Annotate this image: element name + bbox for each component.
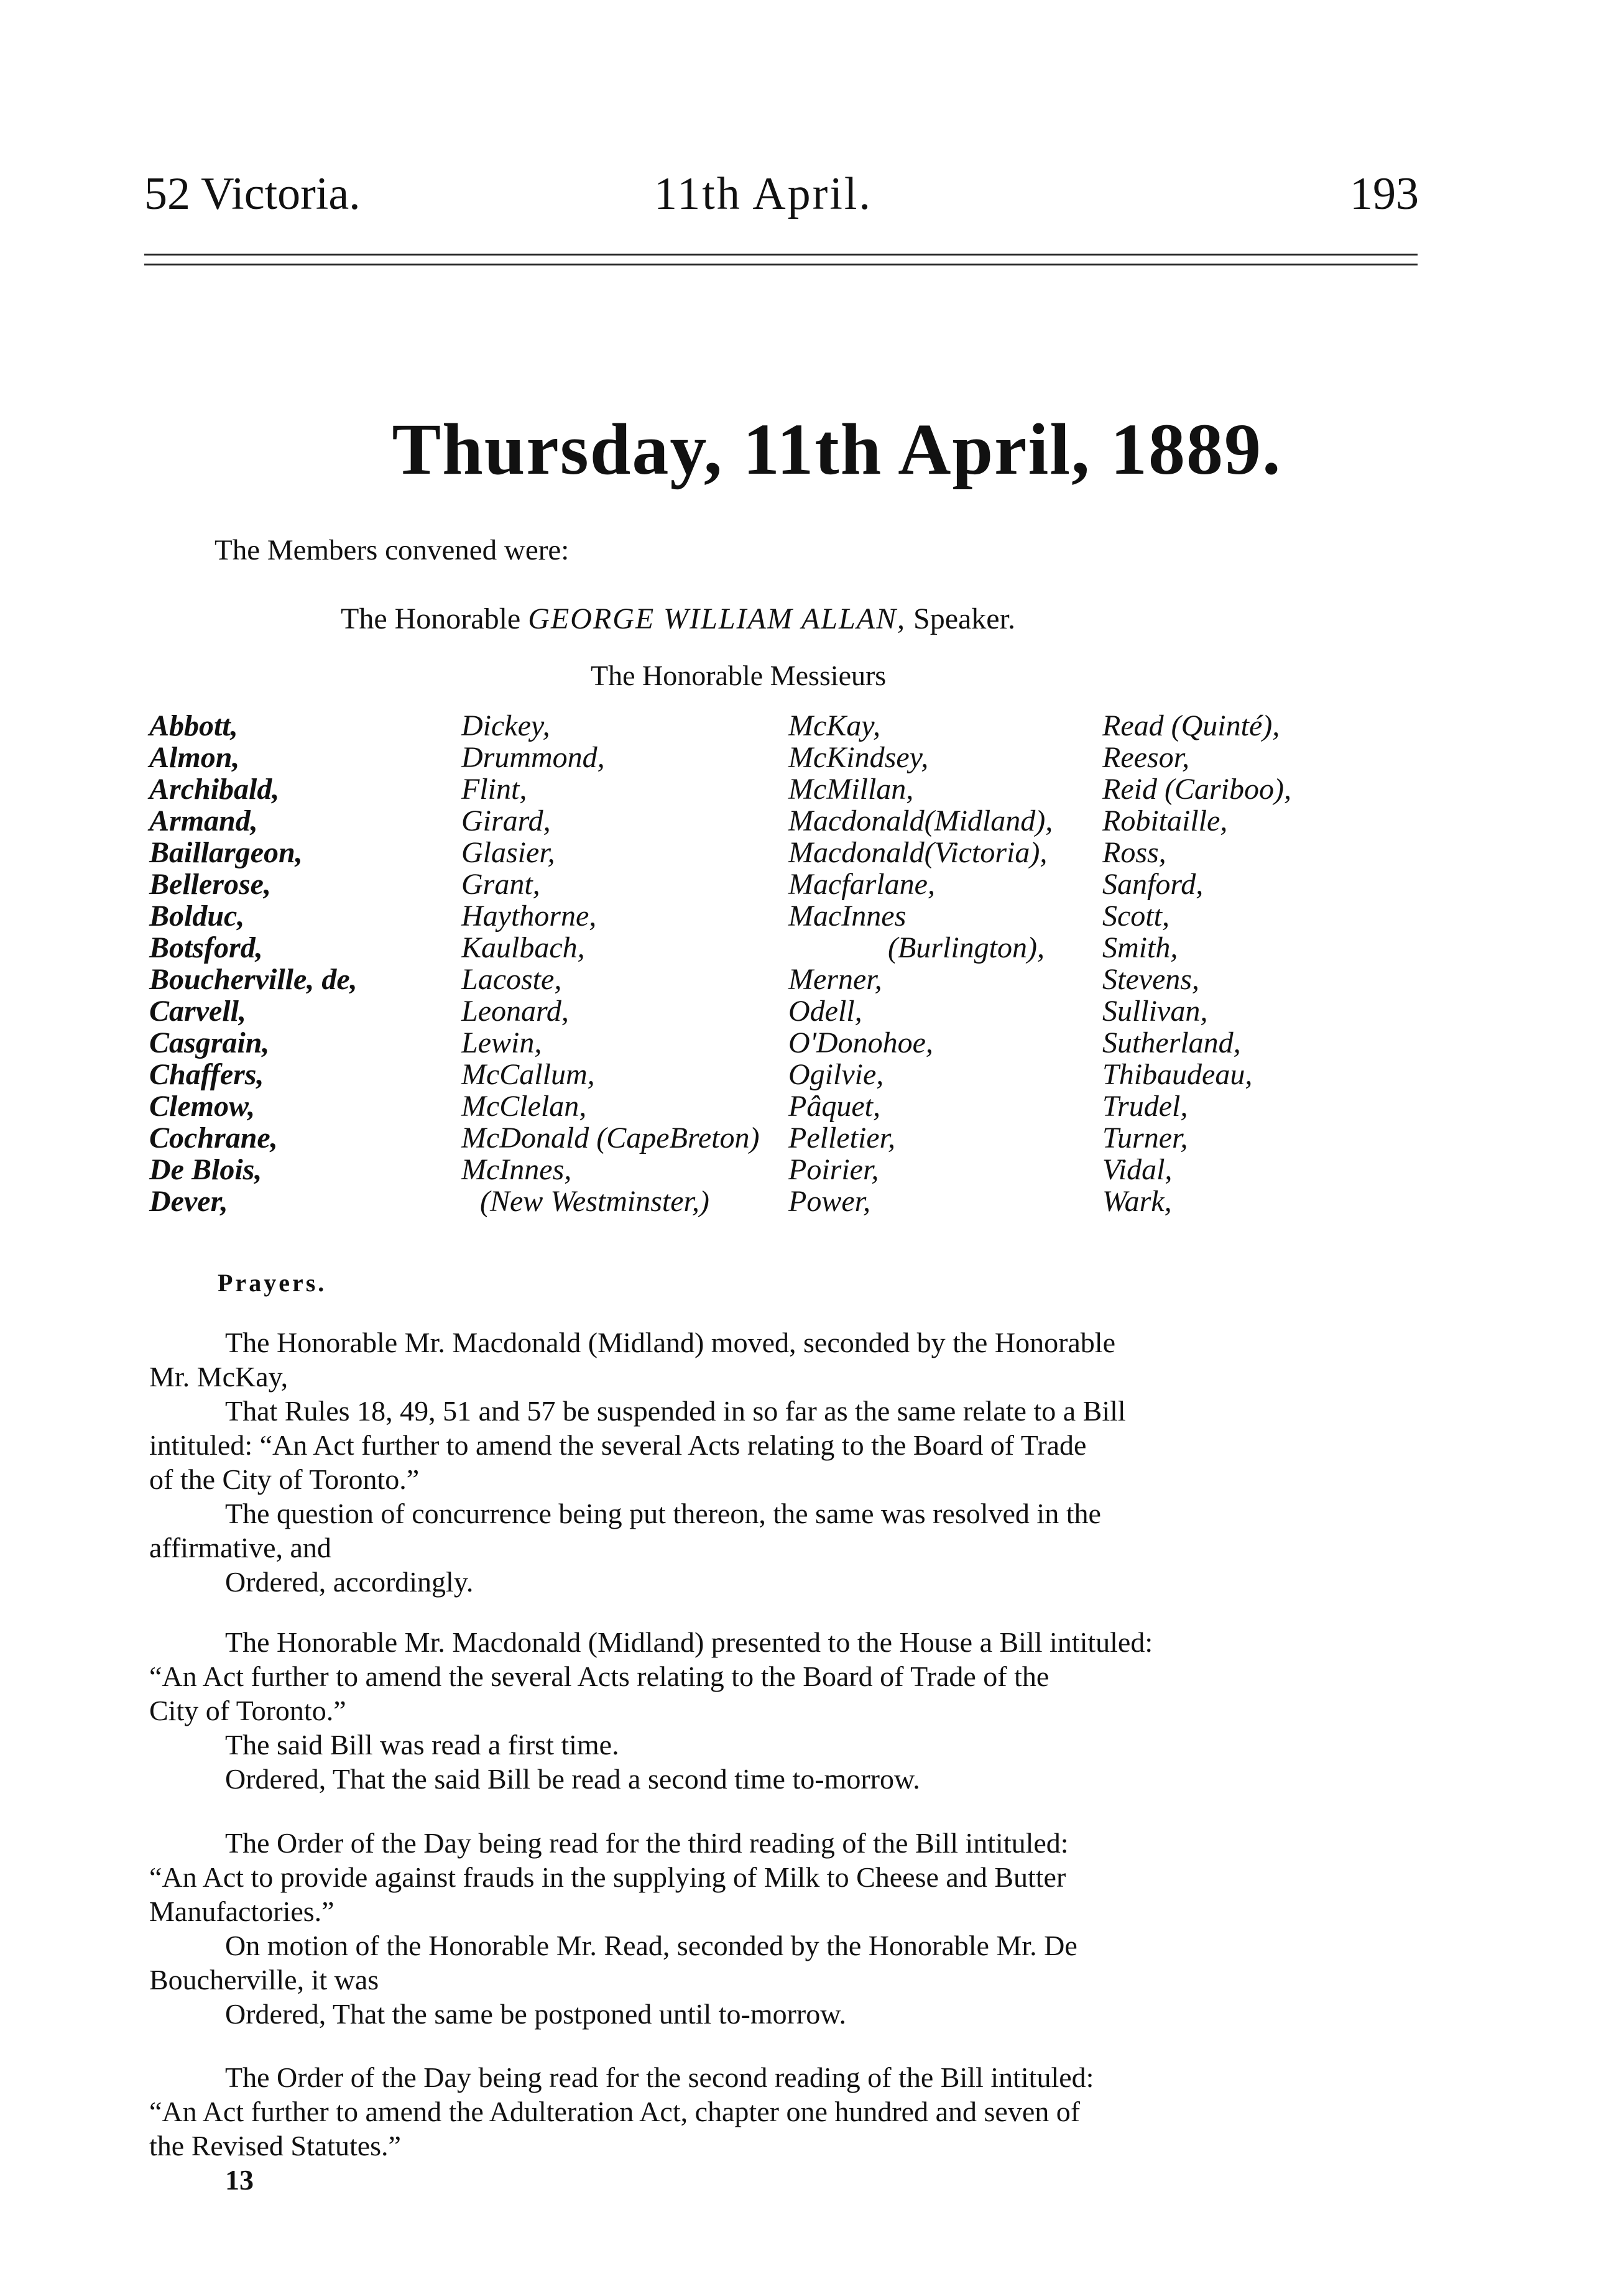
member-name: Armand, (149, 804, 258, 837)
paragraph-line: On motion of the Honorable Mr. Read, seconded by the Honorable Mr. De (225, 1930, 1077, 1961)
member-name: McDonald (CapeBreton) (461, 1121, 760, 1154)
paragraph-line: “An Act to provide against frauds in the supplying of Milk to Cheese and Butter (149, 1861, 1066, 1893)
speaker-prefix: The Honorable (341, 602, 521, 635)
member-name: Baillargeon, (149, 836, 303, 869)
member-name: McKay, (788, 709, 880, 742)
member-name: Botsford, (149, 931, 263, 964)
header-rule-top (144, 254, 1418, 256)
member-name: (New Westminster,) (480, 1185, 709, 1218)
paragraph-line: The Honorable Mr. Macdonald (Midland) presented to the House a Bill intituled: (225, 1626, 1153, 1658)
paragraph-line: affirmative, and (149, 1532, 331, 1564)
member-name: Scott, (1102, 900, 1170, 933)
member-name: Girard, (461, 804, 551, 837)
speaker-name: GEORGE WILLIAM ALLAN, (528, 602, 906, 635)
member-name: Merner, (788, 963, 882, 996)
member-name: Stevens, (1102, 963, 1199, 996)
paragraph-bill-presented (149, 1625, 1430, 1796)
paragraph-line: The question of concurrence being put thereon, the same was resolved in the (225, 1498, 1101, 1529)
member-name: Boucherville, de, (149, 963, 358, 996)
member-name: Cochrane, (149, 1121, 278, 1154)
member-name: Macdonald(Victoria), (788, 836, 1048, 869)
members-column-2 (461, 710, 759, 1217)
paragraph-rules-suspension (149, 1325, 1430, 1599)
member-name: McClelan, (461, 1090, 587, 1123)
member-name: Flint, (461, 773, 527, 806)
paragraph-line: Mr. McKay, (149, 1361, 288, 1393)
member-name: Grant, (461, 868, 540, 901)
members-column-4 (1102, 710, 1291, 1217)
member-name: Trudel, (1102, 1090, 1188, 1123)
page-number: 193 (1350, 168, 1419, 219)
paragraph-line: City of Toronto.” (149, 1695, 346, 1726)
member-name: Vidal, (1102, 1153, 1173, 1186)
member-name: Sanford, (1102, 868, 1204, 901)
member-name: Ogilvie, (788, 1058, 884, 1091)
paragraph-line: of the City of Toronto.” (149, 1463, 420, 1495)
paragraph-adulteration-bill (149, 2060, 1430, 2163)
member-name: Reesor, (1102, 741, 1189, 774)
paragraph-line: Ordered, That the said Bill be read a second time to-morrow. (225, 1763, 920, 1795)
member-name: Power, (788, 1185, 870, 1218)
member-name: Leonard, (461, 995, 569, 1028)
member-name: Thibaudeau, (1102, 1058, 1253, 1091)
member-name: Lewin, (461, 1026, 542, 1059)
paragraph-line: “An Act further to amend the several Acts relating to the Board of Trade of the (149, 1660, 1050, 1692)
member-name: Bolduc, (149, 900, 245, 933)
member-name: Sullivan, (1102, 995, 1208, 1028)
messieurs-heading: The Honorable Messieurs (591, 660, 887, 691)
speaker-line (341, 602, 1015, 636)
paragraph-line: intituled: “An Act further to amend the several Acts relating to the Board of Trade (149, 1429, 1087, 1461)
member-name: Poirier, (788, 1153, 879, 1186)
paragraph-line: The Order of the Day being read for the third reading of the Bill intituled: (225, 1827, 1069, 1859)
member-name: Read (Quinté), (1102, 709, 1280, 742)
member-name: Drummond, (461, 741, 605, 774)
member-name: O'Donohoe, (788, 1026, 933, 1059)
member-name: Kaulbach, (461, 931, 585, 964)
paragraph-milk-bill (149, 1826, 1430, 2031)
paragraph-line: Ordered, That the same be postponed until to-morrow. (225, 1998, 846, 2030)
member-name: Pelletier, (788, 1121, 895, 1154)
member-name: McMillan, (788, 773, 914, 806)
member-name: McInnes, (461, 1153, 572, 1186)
member-name: (Burlington), (888, 931, 1045, 964)
paragraph-line: The said Bill was read a first time. (225, 1729, 619, 1761)
member-name: McCallum, (461, 1058, 595, 1091)
running-header (144, 168, 1419, 236)
member-name: Lacoste, (461, 963, 562, 996)
paragraph-line: The Order of the Day being read for the second reading of the Bill intituled: (225, 2061, 1094, 2093)
prayers-heading: Prayers. (218, 1269, 327, 1297)
members-column-3 (788, 710, 1053, 1217)
paragraph-line: the Revised Statutes.” (149, 2130, 401, 2162)
member-name: Clemow, (149, 1090, 256, 1123)
member-name: De Blois, (149, 1153, 262, 1186)
member-name: Bellerose, (149, 868, 271, 901)
members-list (0, 710, 1624, 1269)
member-name: Macdonald(Midland), (788, 804, 1053, 837)
paragraph-line: Ordered, accordingly. (225, 1566, 474, 1598)
member-name: Archibald, (149, 773, 280, 806)
member-name: Turner, (1102, 1121, 1188, 1154)
signature-mark: 13 (225, 2164, 254, 2196)
member-name: Glasier, (461, 836, 555, 869)
member-name: Macfarlane, (788, 868, 935, 901)
header-session: 52 Victoria. (144, 168, 361, 219)
member-name: Abbott, (149, 709, 238, 742)
members-column-1 (149, 710, 358, 1217)
member-name: Chaffers, (149, 1058, 264, 1091)
member-name: Pâquet, (788, 1090, 880, 1123)
member-name: Odell, (788, 995, 862, 1028)
speaker-suffix: Speaker. (913, 602, 1015, 635)
member-name: Casgrain, (149, 1026, 270, 1059)
header-rule-bottom (144, 264, 1418, 265)
member-name: McKindsey, (788, 741, 929, 774)
member-name: Robitaille, (1102, 804, 1228, 837)
members-intro: The Members convened were: (215, 534, 570, 566)
member-name: Carvell, (149, 995, 246, 1028)
member-name: Ross, (1102, 836, 1166, 869)
member-name: Dever, (149, 1185, 228, 1218)
header-date: 11th April. (654, 168, 872, 219)
sitting-date-title: Thursday, 11th April, 1889. (392, 408, 1282, 490)
member-name: Reid (Cariboo), (1102, 773, 1291, 806)
member-name: Dickey, (461, 709, 550, 742)
paragraph-line: That Rules 18, 49, 51 and 57 be suspended in so far as the same relate to a Bill (225, 1395, 1126, 1427)
member-name: Haythorne, (461, 900, 597, 933)
member-name: Smith, (1102, 931, 1178, 964)
member-name: Sutherland, (1102, 1026, 1241, 1059)
paragraph-line: Boucherville, it was (149, 1964, 379, 1996)
paragraph-line: “An Act further to amend the Adulteration Act, chapter one hundred and seven of (149, 2096, 1081, 2127)
member-name: MacInnes (788, 900, 907, 933)
paragraph-line: Manufactories.” (149, 1895, 334, 1927)
member-name: Wark, (1102, 1185, 1172, 1218)
paragraph-line: The Honorable Mr. Macdonald (Midland) moved, seconded by the Honorable (225, 1327, 1115, 1358)
member-name: Almon, (149, 741, 240, 774)
